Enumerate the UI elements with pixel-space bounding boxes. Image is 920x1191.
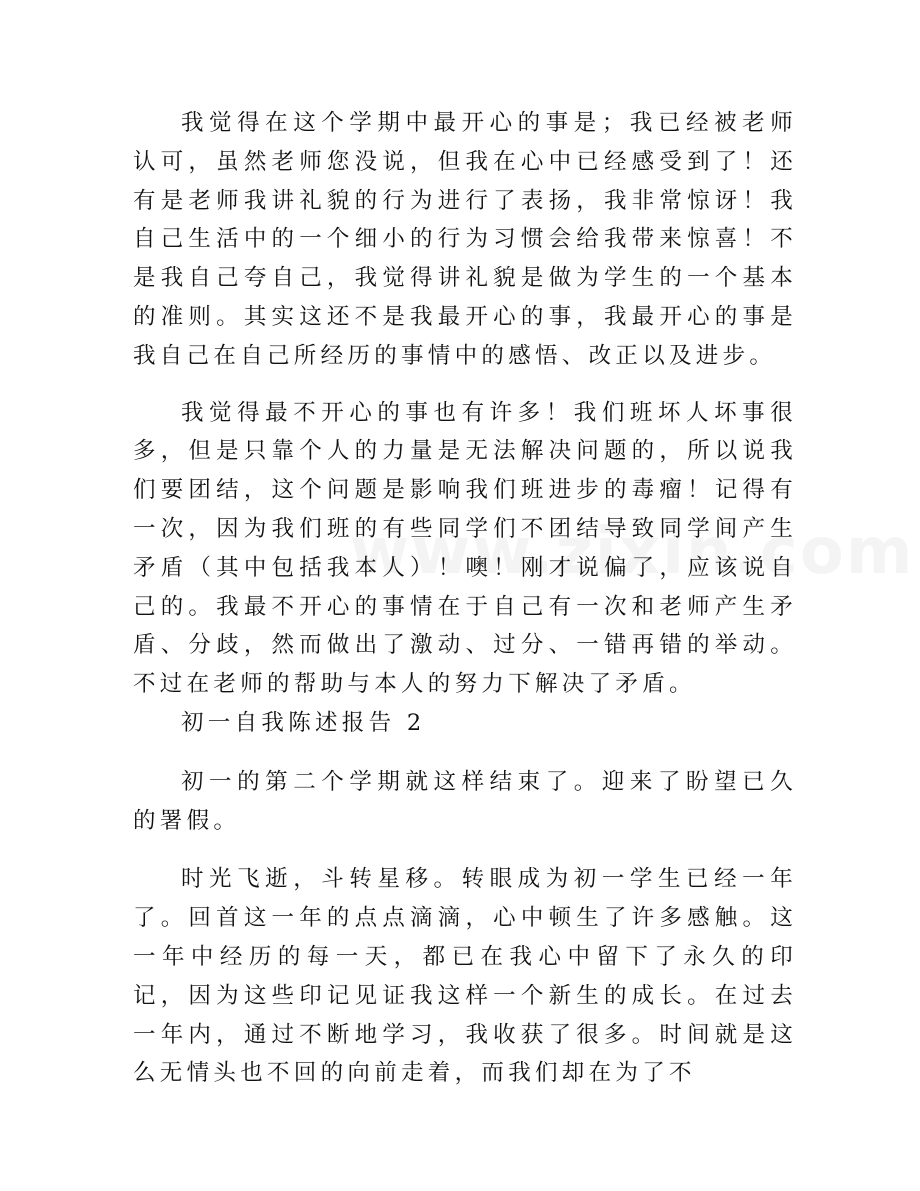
paragraph-2: 我觉得最不开心的事也有许多！我们班坏人坏事很多，但是只靠个人的力量是无法解决问题的，所以说我们要团结，这个问题是影响我们班进步的毒瘤！记得有一次，因为我们班的有些同学们不团结导致同学间产生矛盾（其中包括我本人）！噢！刚才说偏了，应该说自己的。我最不开心的事情在于自己有一次和老师产生矛盾、分歧，然而做出了激动、过分、一错再错的举动。不过在老师的帮助与本人的努力下解决了矛盾。	[133, 399, 797, 698]
document-page	[133, 104, 797, 1093]
section-title: 初一自我陈述报告 2	[181, 709, 426, 736]
paragraph-3: 初一的第二个学期就这样结束了。迎来了盼望已久的署假。	[133, 768, 797, 834]
paragraph-4: 时光飞逝，斗转星移。转眼成为初一学生已经一年了。回首这一年的点点滴滴，心中顿生了许多感触。这一年中经历的每一天，都已在我心中留下了永久的印记，因为这些印记见证我这样一个新生的成长。在过去一年内，通过不断地学习，我收获了很多。时间就是这么无情头也不回的向前走着，而我们却在为了不	[133, 866, 797, 1087]
paragraph-1: 我觉得在这个学期中最开心的事是；我已经被老师认可，虽然老师您没说，但我在心中已经感受到了！还有是老师我讲礼貌的行为进行了表扬，我非常惊讶！我自己生活中的一个细小的行为习惯会给我带来惊喜！不是我自己夸自己，我觉得讲礼貌是做为学生的一个基本的准则。其实这还不是我最开心的事，我最开心的事是我自己在自己所经历的事情中的感悟、改正以及进步。	[133, 110, 797, 369]
